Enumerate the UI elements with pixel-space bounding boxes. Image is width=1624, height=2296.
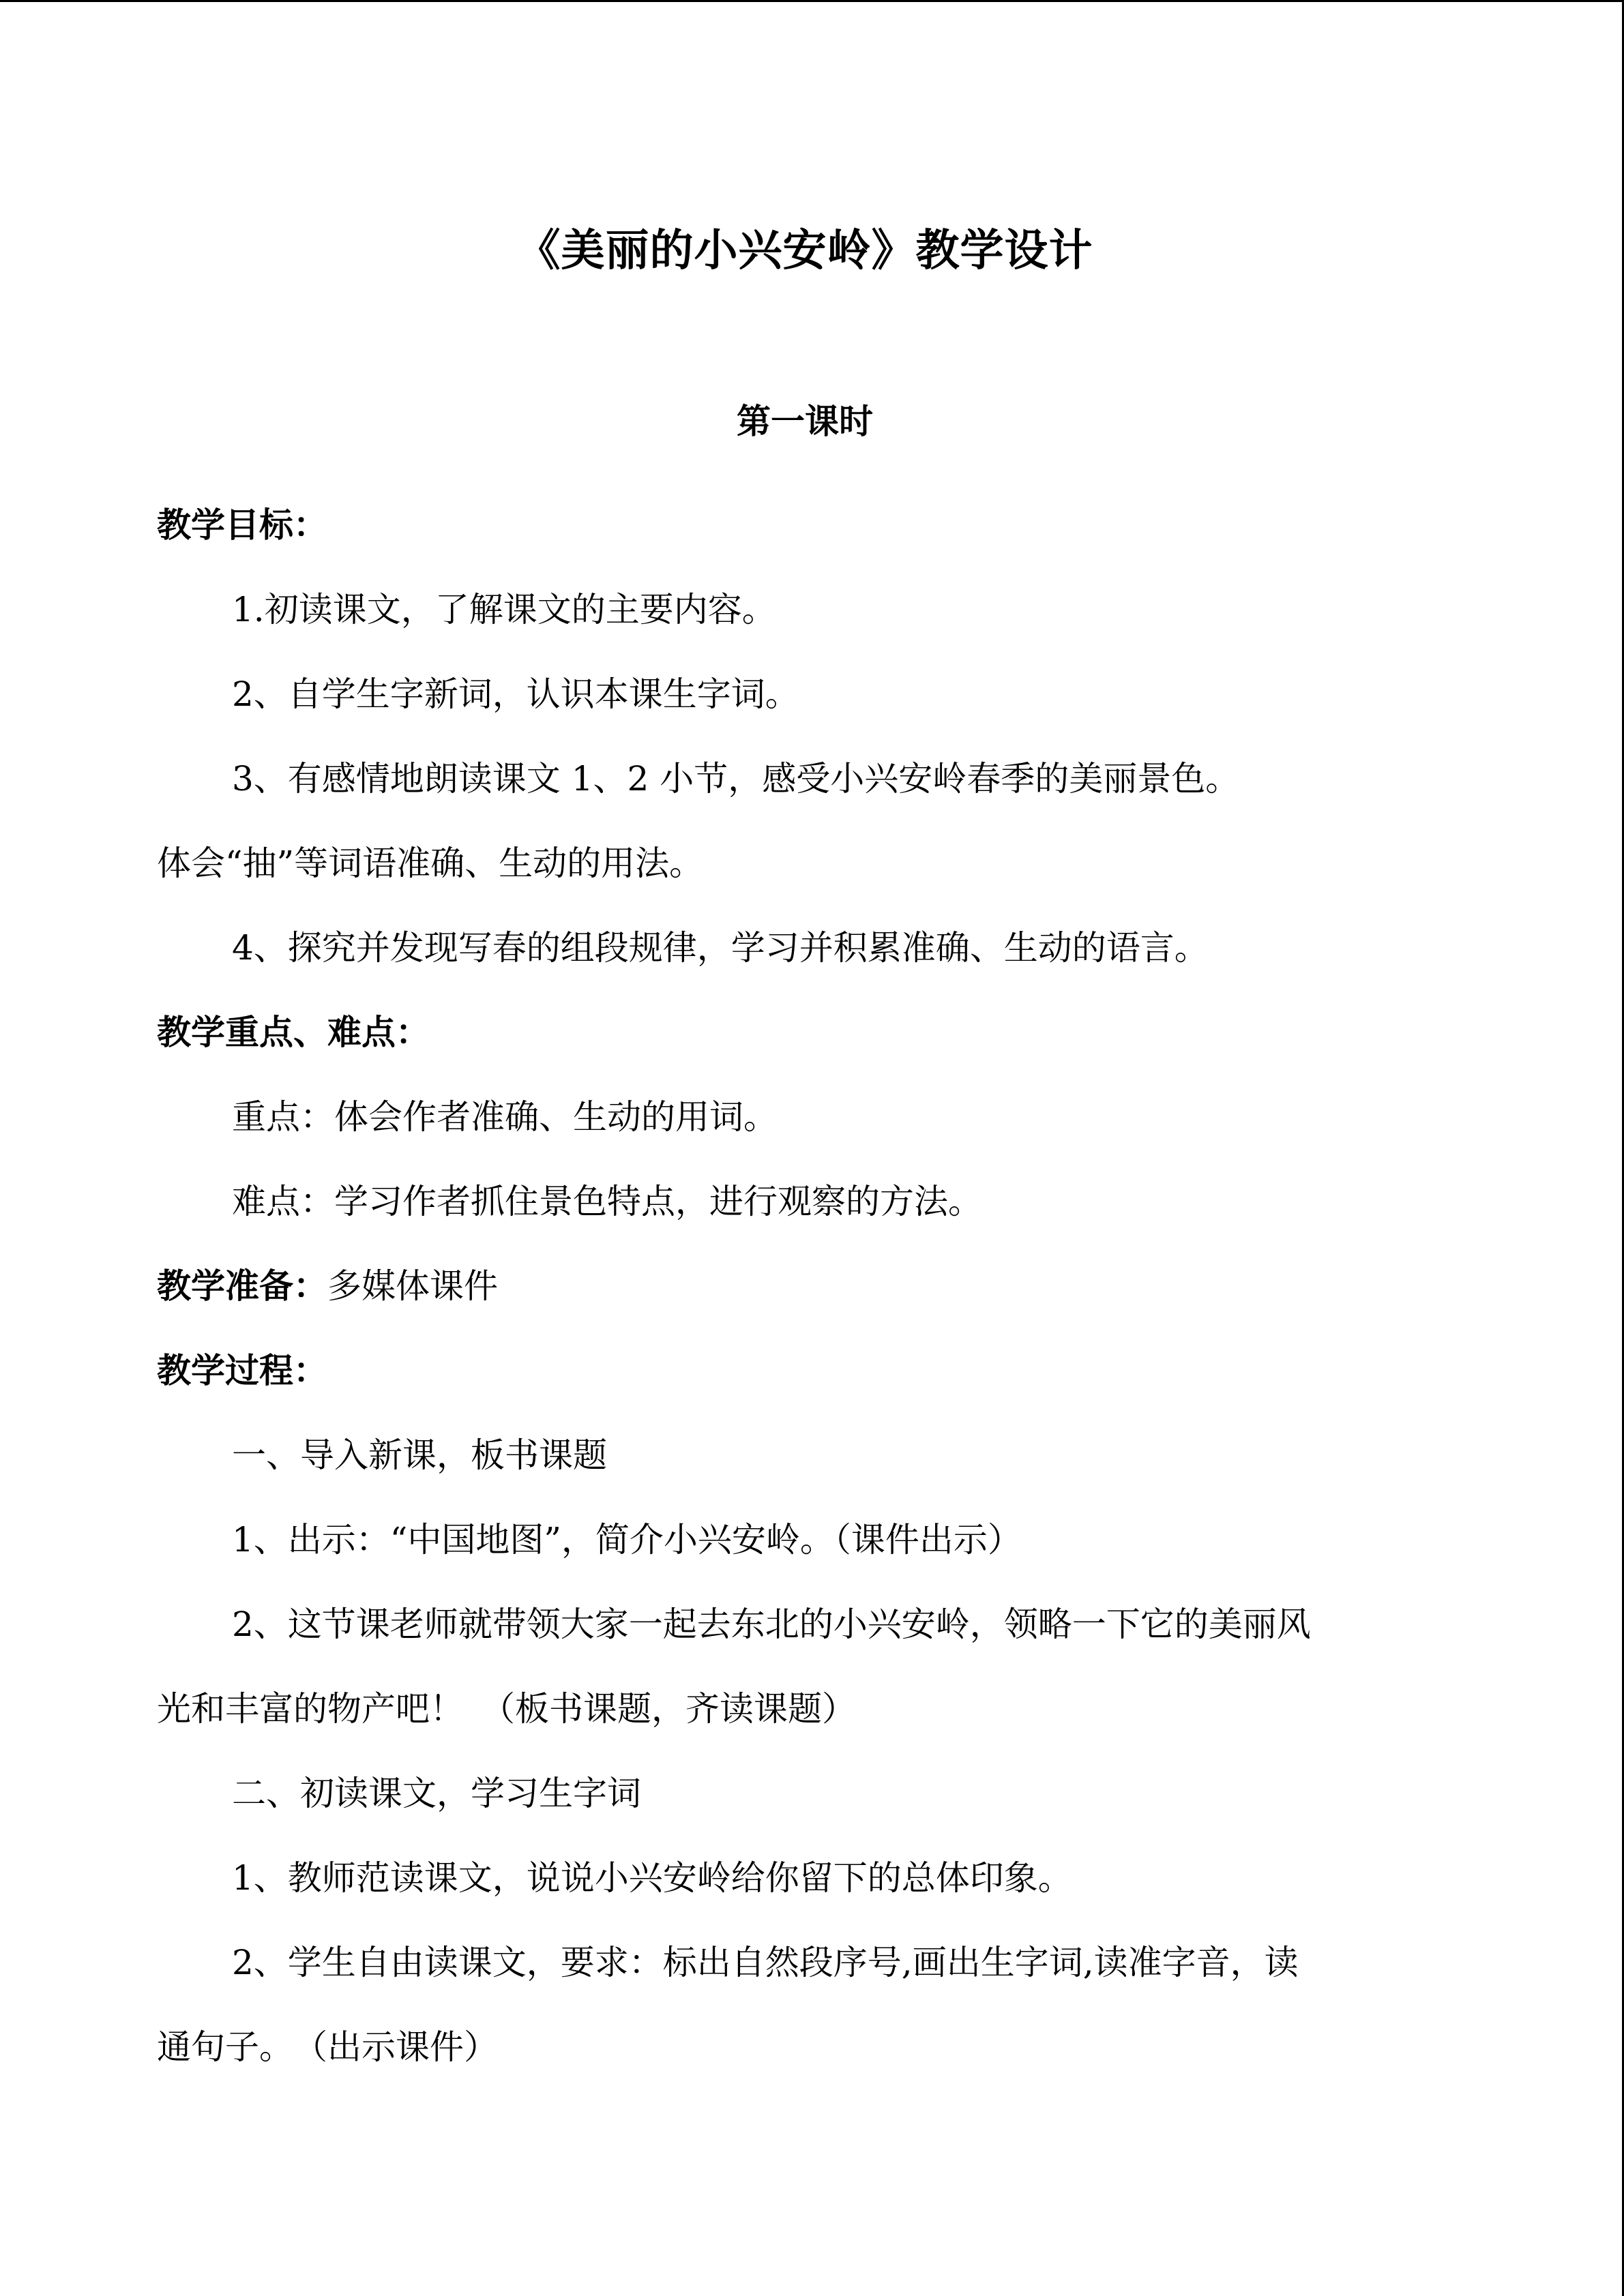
process-step: 一、导入新课，板书课题	[232, 1435, 607, 1475]
document-title: 《美丽的小兴安岭》教学设计	[516, 226, 1093, 276]
process-step: 1、教师范读课文，说说小兴安岭给你留下的总体印象。	[232, 1858, 1072, 1898]
goal-item: 1.初读课文，了解课文的主要内容。	[232, 590, 776, 629]
process-step: 1、出示：“中国地图”，简介小兴安岭。（课件出示）	[232, 1520, 1022, 1560]
goal-item-continuation: 体会“抽”等词语准确、生动的用法。	[157, 844, 704, 883]
key-point: 重点：体会作者准确、生动的用词。	[232, 1097, 778, 1137]
process-step: 二、初读课文，学习生字词	[232, 1774, 641, 1813]
difficult-point: 难点：学习作者抓住景色特点，进行观察的方法。	[232, 1182, 982, 1221]
document-body	[157, 483, 1453, 2089]
process-step: 2、这节课老师就带领大家一起去东北的小兴安岭，领略一下它的美丽风	[232, 1605, 1311, 1644]
goal-item: 3、有感情地朗读课文 1、2 小节，感受小兴安岭春季的美丽景色。	[232, 759, 1240, 799]
process-step-continuation: 光和丰富的物产吧！ （板书课题，齐读课题）	[157, 1689, 856, 1729]
goal-item: 4、探究并发现写春的组段规律，学习并积累准确、生动的语言。	[232, 928, 1209, 968]
top-border-line	[0, 0, 1624, 2]
preparation-value: 多媒体课件	[327, 1266, 498, 1306]
process-heading: 教学过程：	[157, 1351, 327, 1390]
key-points-heading: 教学重点、难点：	[157, 1013, 430, 1052]
lesson-subtitle: 第一课时	[737, 402, 873, 441]
preparation-heading: 教学准备：	[157, 1266, 327, 1306]
goals-heading: 教学目标：	[157, 505, 327, 545]
preparation-line	[157, 1244, 1453, 1328]
goal-item: 2、自学生字新词，认识本课生字词。	[232, 674, 799, 714]
process-step-continuation: 通句子。 （出示课件）	[157, 2027, 498, 2067]
process-step: 2、学生自由读课文，要求：标出自然段序号,画出生字词,读准字音，读	[232, 1943, 1299, 1982]
